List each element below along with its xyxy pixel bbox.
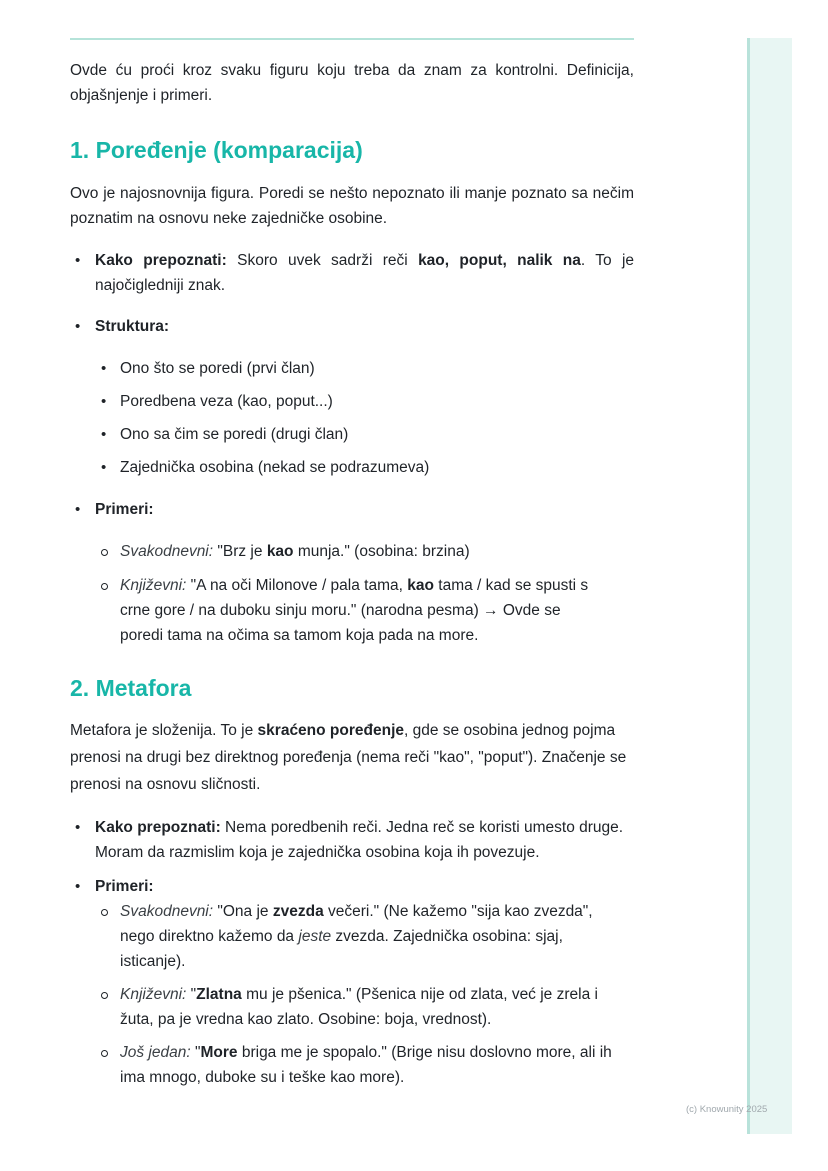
list-item: Književni: "A na oči Milonove / pala tama, kao tama / kad se spusti s crne gore / na duboku sinju moru." (narodna pesma) → Ovde se poredi tama na očima sa tamom koja pada na more. [70,573,634,648]
top-divider [70,38,634,40]
list-item: Svakodnevni: "Ona je zvezda večeri." (Ne kažemo "sija kao zvezda", nego direktno kažemo da jeste zvezda. Zajednička osobina: sjaj, isticanje). [70,899,614,974]
list-item: • Primeri: [70,874,634,899]
list-item: Još jedan: "More briga me je spopalo." (Brige nisu doslovno more, ali ih ima mnogo, duboke su i teške kao more). [70,1040,614,1090]
list-item: Svakodnevni: "Brz je kao munja." (osobina: brzina) [70,539,634,564]
list-item: • Ono sa čim se poredi (drugi član) [70,422,634,447]
list-item: Književni: "Zlatna mu je pšenica." (Pšenica nije od zlata, već je zrela i žuta, pa je vredna kao zlato. Osobine: boja, vrednost). [70,982,614,1032]
section-2-bullets [70,815,634,899]
copyright-footer: (c) Knowunity 2025 [686,1104,768,1115]
section-2-examples [70,899,634,1090]
list-item: • Struktura: [70,314,634,339]
section-1-bullets [70,248,634,339]
intro-paragraph: Ovde ću proći kroz svaku figuru koju treba da znam za kontrolni. Definicija, objašnjenje i primeri. [70,62,634,104]
list-item: • Primeri: [70,497,634,522]
side-panel [750,38,792,1134]
section-1-paragraph: Ovo je najosnovnija figura. Poredi se nešto nepoznato ili manje poznato sa nečim poznatim na osnovu neke zajedničke osobine. [70,185,634,227]
list-item: • Zajednička osobina (nekad se podrazumeva) [70,455,634,480]
section-1-examples [70,539,634,648]
structure-list [70,356,634,480]
list-item: • Poredbena veza (kao, poput...) [70,389,634,414]
section-1-examples-label [70,497,634,522]
section-2-heading: 2. Metafora [70,675,192,701]
list-item: • Kako prepoznati: Skoro uvek sadrži reči kao, poput, nalik na. To je najočigledniji znak. [70,248,634,298]
section-1-heading: 1. Poređenje (komparacija) [70,137,363,163]
list-item: • Ono što se poredi (prvi član) [70,356,634,381]
list-item: • Kako prepoznati: Nema poredbenih reči. Jedna reč se koristi umesto druge. Moram da razmislim koja je zajednička osobina koja ih povezuje. [70,815,634,865]
document-body [70,58,634,1090]
section-2-paragraph: Metafora je složenija. To je skraćeno poređenje, gde se osobina jednog pojma prenosi na drugi bez direktnog poređenja (nema reči "kao", "poput"). Značenje se prenosi na osnovu sličnosti. [70,722,627,793]
